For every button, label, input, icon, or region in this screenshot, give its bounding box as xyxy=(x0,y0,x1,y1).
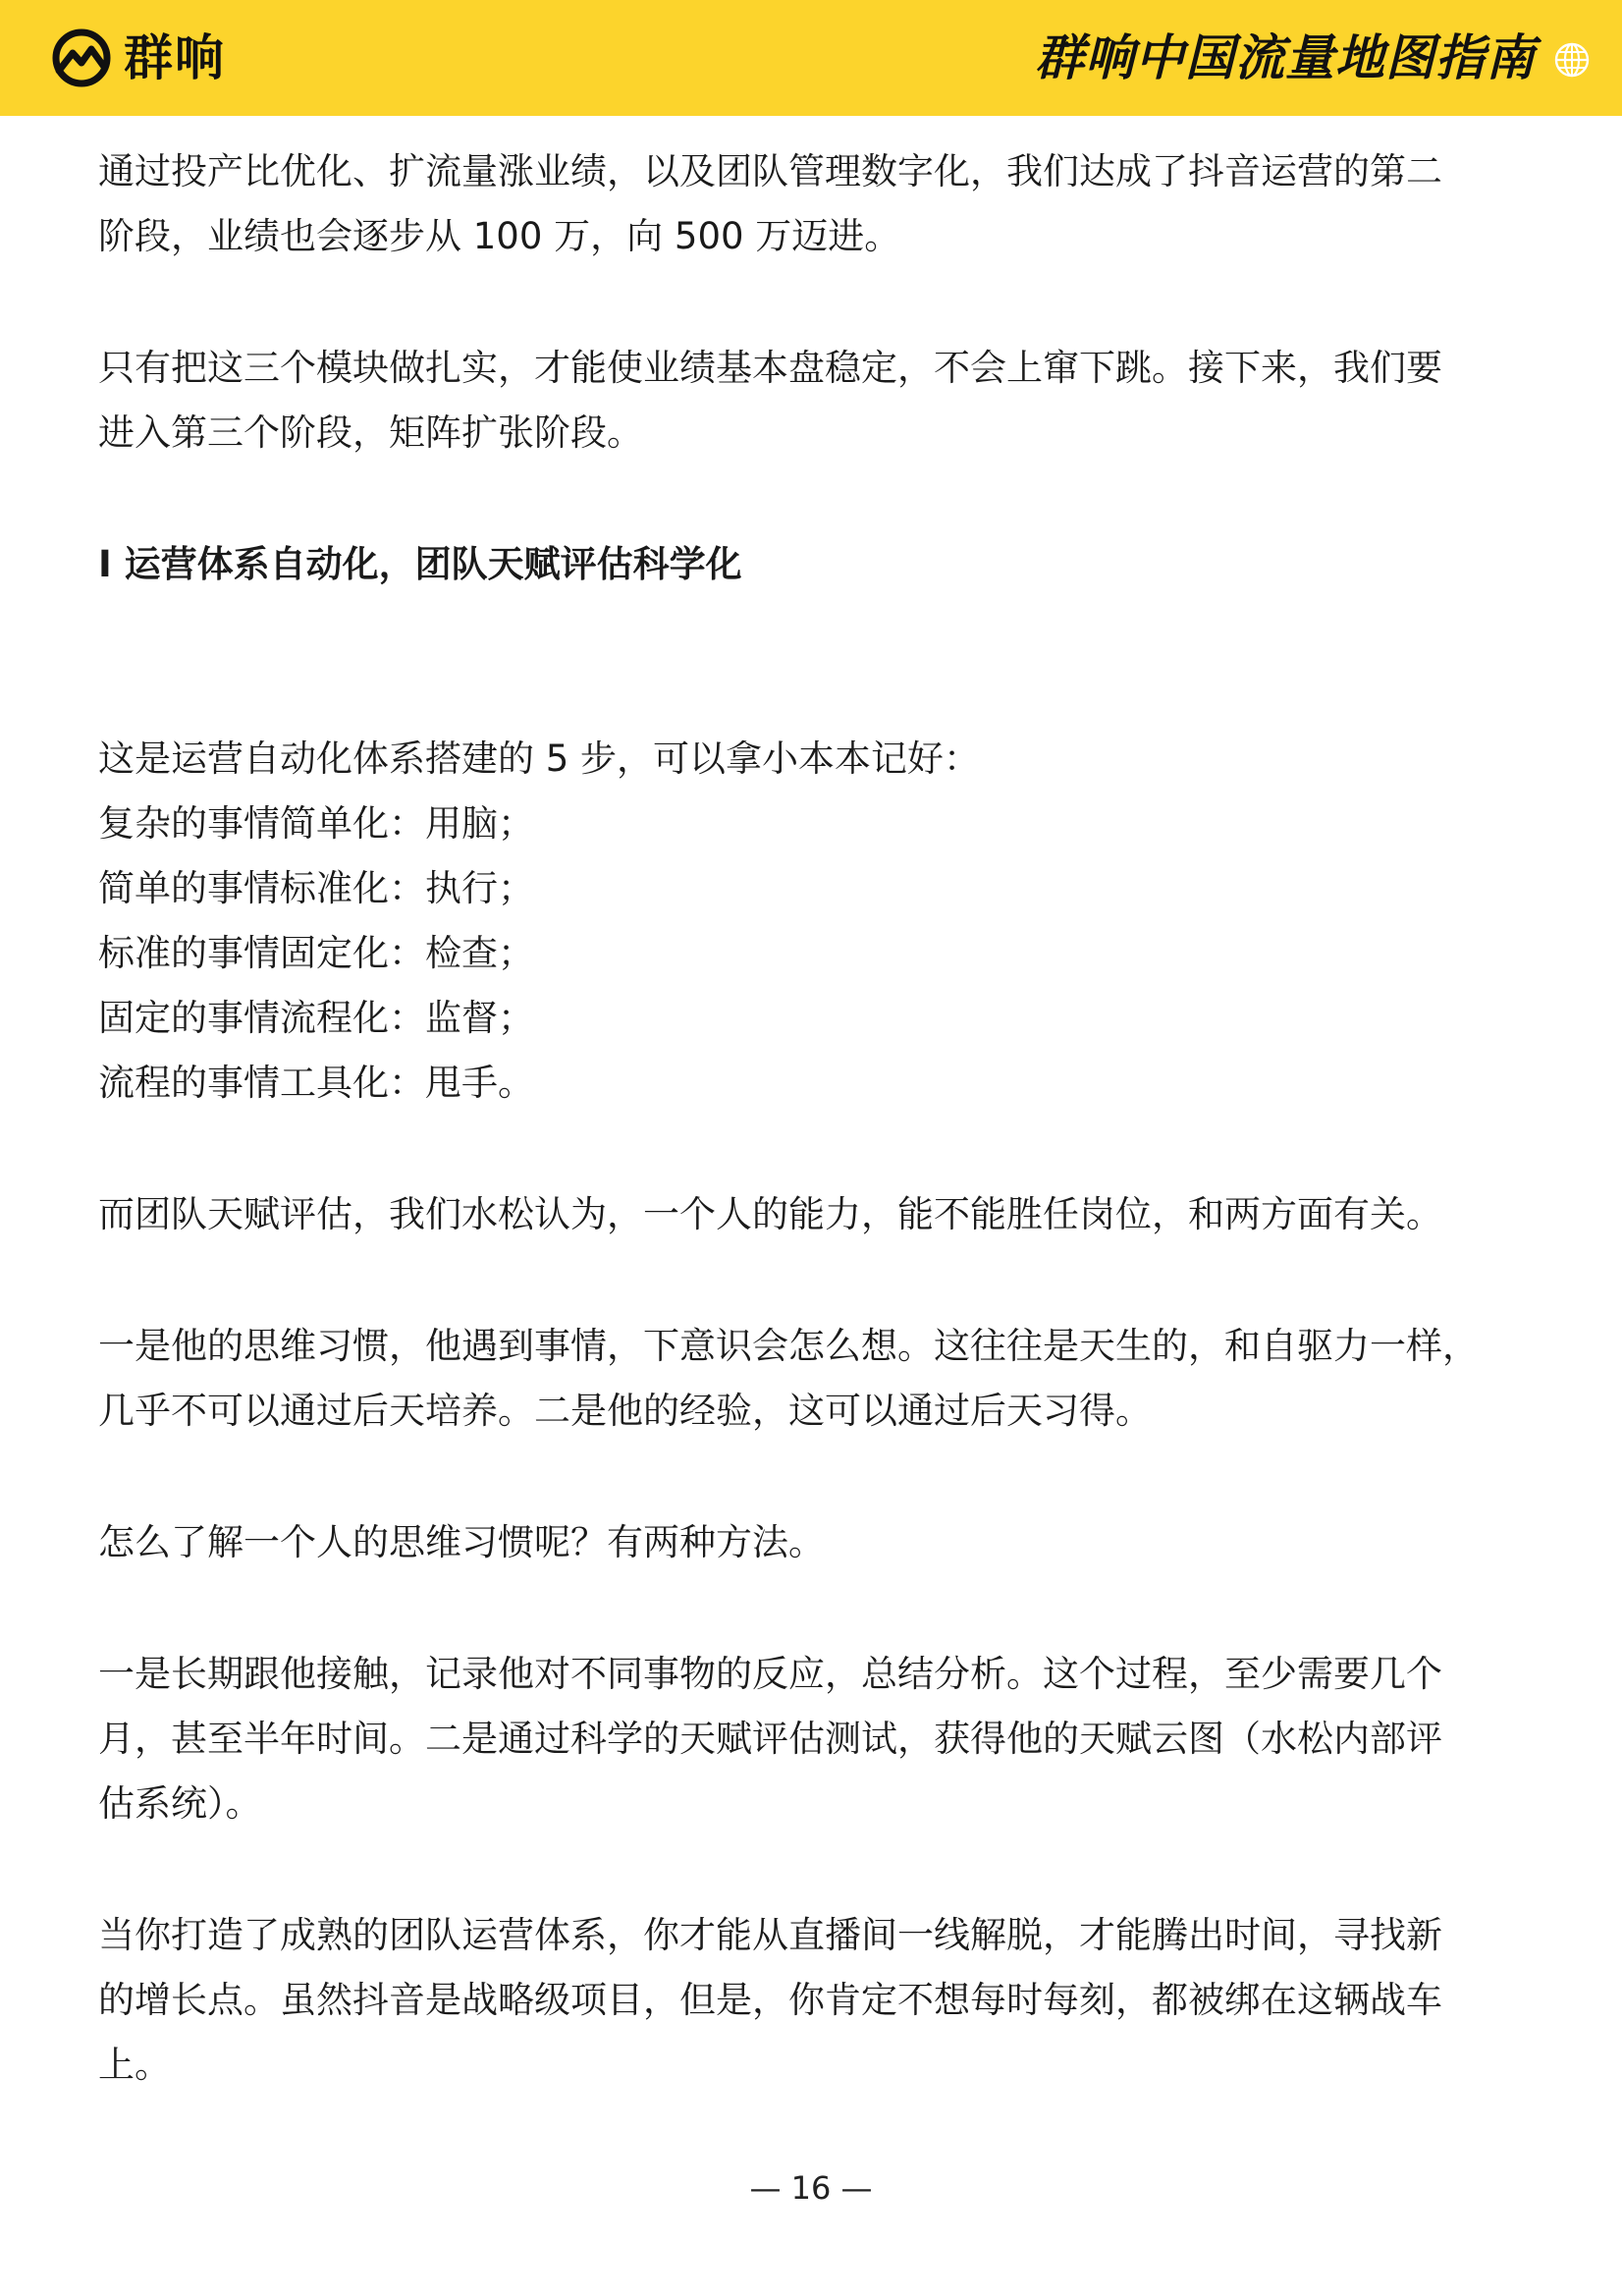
paragraph-line: 进入第三个阶段，矩阵扩张阶段。 xyxy=(98,411,643,454)
paragraph-line: 当你打造了成熟的团队运营体系，你才能从直播间一线解脱，才能腾出时间，寻找新 xyxy=(98,1914,1442,1956)
paragraph-line: 一是长期跟他接触，记录他对不同事物的反应，总结分析。这个过程，至少需要几个 xyxy=(98,1653,1442,1695)
page-header xyxy=(0,0,1622,116)
paragraph-line: 几乎不可以通过后天培养。二是他的经验，这可以通过后天习得。 xyxy=(98,1390,1152,1432)
mountain-circle-logo-icon xyxy=(51,27,112,88)
paragraph-line: 上。 xyxy=(98,2044,171,2086)
list-item: 标准的事情固定化：检查； xyxy=(98,932,534,974)
paragraph-1 xyxy=(98,139,1524,269)
paragraph-line: 一是他的思维习惯，他遇到事情，下意识会怎么想。这往往是天生的，和自驱力一样， xyxy=(98,1325,1479,1367)
page-number: — 16 — xyxy=(749,2169,873,2207)
brand xyxy=(51,26,226,90)
steps-list xyxy=(98,727,1524,1116)
paragraph-line: 估系统）。 xyxy=(98,1782,262,1825)
paragraph-7 xyxy=(98,1903,1524,2098)
paragraph-line: 阶段，业绩也会逐步从 100 万，向 500 万迈进。 xyxy=(98,215,901,257)
brand-name: 群响 xyxy=(124,29,226,86)
paragraph-5: 怎么了解一个人的思维习惯呢？有两种方法。 xyxy=(98,1521,825,1563)
list-item: 简单的事情标准化：执行； xyxy=(98,867,534,909)
paragraph-4 xyxy=(98,1314,1524,1444)
paragraph-6 xyxy=(98,1642,1524,1836)
document-title: 群响中国流量地图指南 xyxy=(1035,29,1536,86)
list-item: 流程的事情工具化：甩手。 xyxy=(98,1062,534,1104)
paragraph-line: 通过投产比优化、扩流量涨业绩，以及团队管理数字化，我们达成了抖音运营的第二 xyxy=(98,150,1442,192)
steps-intro: 这是运营自动化体系搭建的 5 步，可以拿小本本记好： xyxy=(98,738,981,780)
paragraph-3: 而团队天赋评估，我们水松认为，一个人的能力，能不能胜任岗位，和两方面有关。 xyxy=(98,1193,1442,1235)
page-content xyxy=(98,139,1524,2098)
paragraph-line: 月，甚至半年时间。二是通过科学的天赋评估测试，获得他的天赋云图（水松内部评 xyxy=(98,1718,1442,1760)
section-heading: I 运营体系自动化，团队天赋评估科学化 xyxy=(98,543,742,585)
globe-icon xyxy=(1553,41,1591,79)
paragraph-line: 只有把这三个模块做扎实，才能使业绩基本盘稳定，不会上窜下跳。接下来，我们要 xyxy=(98,347,1442,389)
list-item: 复杂的事情简单化：用脑； xyxy=(98,802,534,845)
list-item: 固定的事情流程化：监督； xyxy=(98,997,534,1039)
paragraph-2 xyxy=(98,336,1524,465)
paragraph-line: 的增长点。虽然抖音是战略级项目，但是，你肯定不想每时每刻，都被绑在这辆战车 xyxy=(98,1979,1442,2021)
